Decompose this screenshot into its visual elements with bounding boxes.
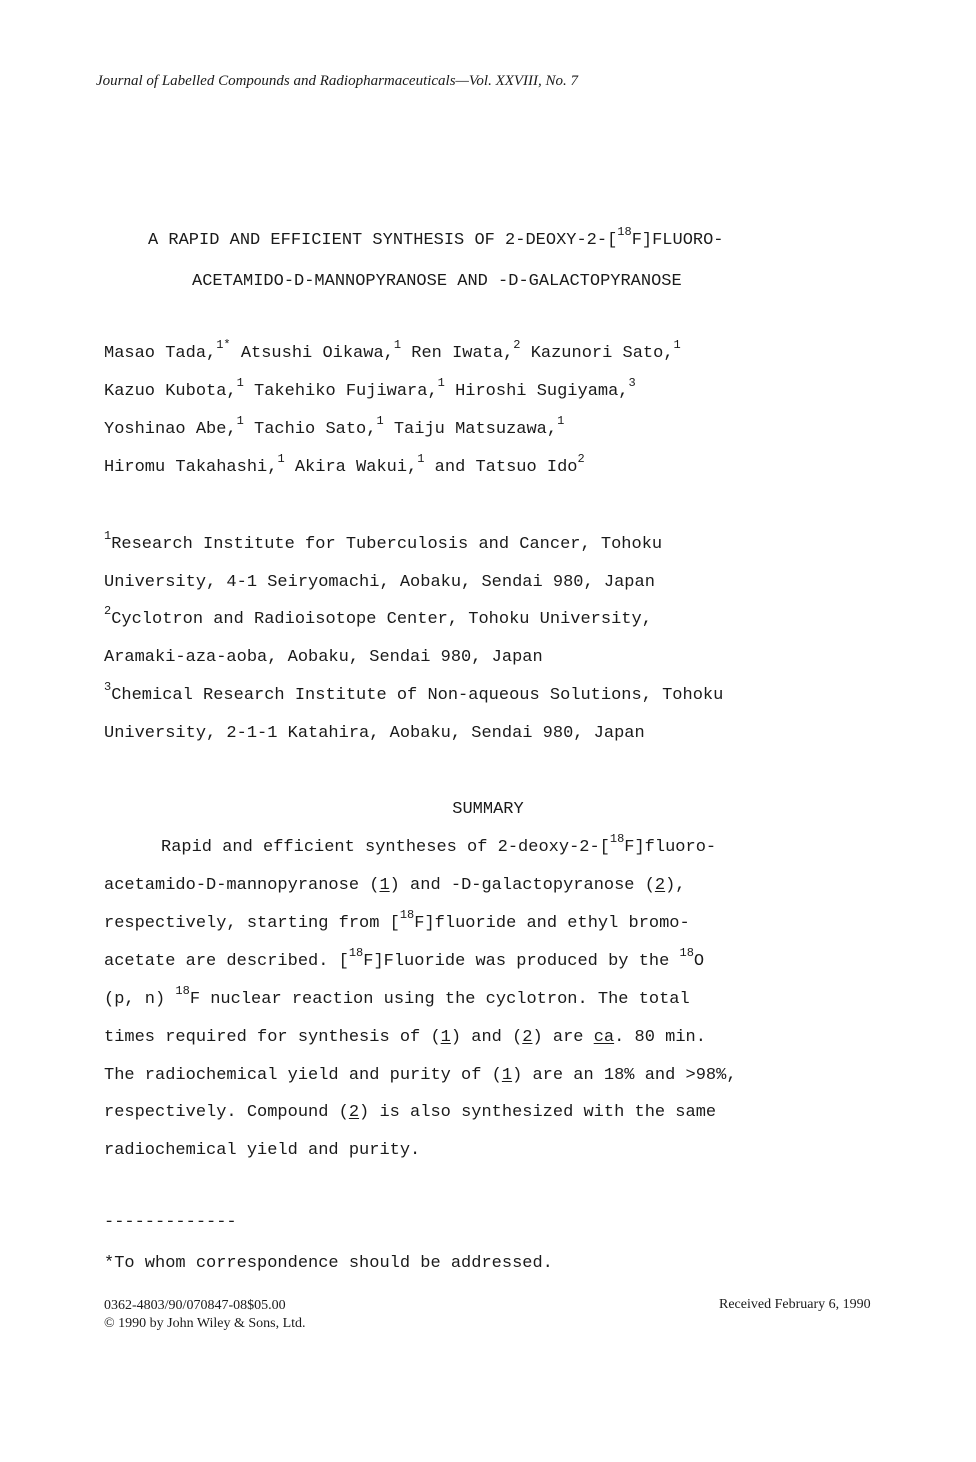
- summary-line: The radiochemical yield and purity of (1) are an 18% and >98%,: [104, 1066, 737, 1085]
- author: Ren Iwata,$^2$: [411, 338, 521, 363]
- summary-line: acetamido-D-mannopyranose (1) and -D-galactopyranose (2),: [104, 876, 686, 895]
- summary-line: (p, n) $^{18}$F nuclear reaction using the cyclotron. The total: [104, 984, 690, 1009]
- author: Akira Wakui,$^1$: [294, 452, 425, 477]
- author: Kazunori Sato,$^1$: [530, 338, 681, 363]
- author-line: [104, 452, 585, 477]
- paper-title-line-1: A RAPID AND EFFICIENT SYNTHESIS OF 2-DEOXY-2-[$^{18}$F]FLUORO-: [148, 225, 724, 250]
- correspondence-footnote: *To whom correspondence should be addressed.: [104, 1254, 553, 1273]
- copyright: © 1990 by John Wiley & Sons, Ltd.: [104, 1316, 306, 1331]
- author: and Tatsuo Ido$^2$: [434, 452, 585, 477]
- footnote-rule: -------------: [104, 1213, 237, 1232]
- author-line: [104, 338, 681, 363]
- author-line: [104, 376, 636, 401]
- affiliation-2: $^2$Cyclotron and Radioisotope Center, Tohoku University,: [104, 604, 652, 629]
- affiliation-3: $^3$Chemical Research Institute of Non-aqueous Solutions, Tohoku: [104, 680, 724, 705]
- received-date: Received February 6, 1990: [719, 1297, 871, 1312]
- author-line: [104, 414, 565, 439]
- author: Yoshinao Abe,$^1$: [104, 414, 244, 439]
- author: Takehiko Fujiwara,$^1$: [254, 376, 445, 401]
- author: Masao Tada,$^{1*}$: [104, 338, 231, 363]
- summary-line: radiochemical yield and purity.: [104, 1141, 421, 1160]
- author: Taiju Matsuzawa,$^1$: [393, 414, 565, 439]
- paper-title-line-2: ACETAMIDO-D-MANNOPYRANOSE AND -D-GALACTOPYRANOSE: [192, 272, 682, 291]
- summary-heading: SUMMARY: [452, 800, 524, 819]
- journal-citation: Journal of Labelled Compounds and Radiopharmaceuticals—Vol. XXVIII, No. 7: [96, 73, 579, 89]
- summary-line: times required for synthesis of (1) and (2) are ca. 80 min.: [104, 1028, 706, 1047]
- summary-line: Rapid and efficient syntheses of 2-deoxy-2-[$^{18}$F]fluoro-: [161, 832, 717, 857]
- author: Hiromu Takahashi,$^1$: [104, 452, 285, 477]
- article-code: 0362-4803/90/070847-08$05.00: [104, 1298, 286, 1313]
- author: Tachio Sato,$^1$: [254, 414, 384, 439]
- summary-line: respectively. Compound (2) is also synthesized with the same: [104, 1103, 717, 1122]
- summary-line: respectively, starting from [$^{18}$F]fluoride and ethyl bromo-: [104, 908, 690, 933]
- author: Kazuo Kubota,$^1$: [104, 376, 244, 401]
- author: Hiroshi Sugiyama,$^3$: [455, 376, 636, 401]
- affiliation-2-cont: Aramaki-aza-aoba, Aobaku, Sendai 980, Japan: [104, 648, 543, 667]
- affiliation-3-cont: University, 2-1-1 Katahira, Aobaku, Sendai 980, Japan: [104, 724, 645, 743]
- summary-line: acetate are described. [$^{18}$F]Fluoride was produced by the $^{18}$O: [104, 946, 705, 971]
- author: Atsushi Oikawa,$^1$: [240, 338, 402, 363]
- affiliation-1: $^1$Research Institute for Tuberculosis and Cancer, Tohoku: [104, 529, 663, 554]
- affiliation-1-cont: University, 4-1 Seiryomachi, Aobaku, Sendai 980, Japan: [104, 573, 655, 592]
